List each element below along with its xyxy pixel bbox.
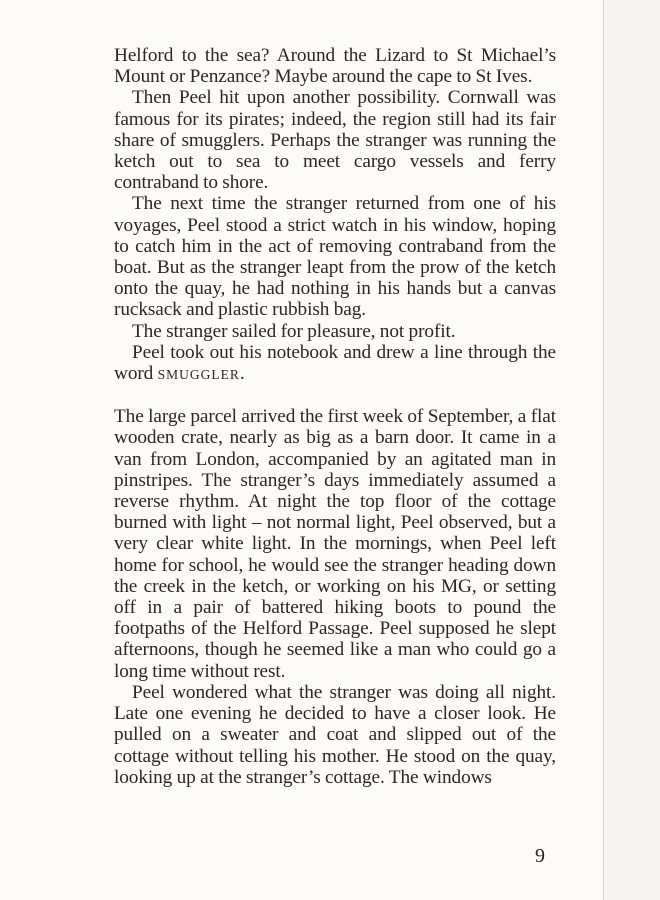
paragraph-6: The large parcel arrived the first week of September, a flat wooden crate, nearly as big as a barn door. It came in a van from London, accompanied by an agitated man in pinstripes. The stranger’s days immediately assumed a reverse rhythm. At night the top floor of the cottage burned with light – not normal light, Peel observed, but a very clear white light. In the mornings, when Peel left home for school, he would see the stranger heading down the creek in the ketch, or working on his MG, or setting off in a pair of battered hiking boots to pound the footpaths of the Helford Passage. Peel supposed he slept afternoons, though he seemed like a man who could go a long time without rest. <box>114 406 556 682</box>
section-break <box>114 385 556 406</box>
small-caps-word: SMUGGLER <box>157 367 240 383</box>
paragraph-2: Then Peel hit upon another possibility. Cornwall was famous for its pirates; indeed, the region still had its fair share of smugglers. Perhaps the stranger was running the ketch out to sea to meet cargo vessels and ferry contraband to shore. <box>114 87 556 194</box>
page-number: 9 <box>535 845 545 867</box>
paragraph-5-end: . <box>239 363 245 385</box>
paragraph-3: The next time the stranger returned from one of his voyages, Peel stood a strict watch in his window, hoping to catch him in the act of removing contraband from the boat. But as the stranger leapt from the prow of the ketch onto the quay, he had nothing in his hands but a canvas rucksack and plastic rubbish bag. <box>114 193 556 321</box>
paragraph-4: The stranger sailed for pleasure, not profit. <box>132 320 456 342</box>
page-edge <box>603 0 604 900</box>
paragraph-5-text: Peel took out his notebook and drew a line through the word <box>114 341 556 385</box>
paragraph-5 <box>114 342 556 385</box>
body-text <box>114 45 556 788</box>
page-margin-shadow <box>604 0 660 900</box>
paragraph-7: Peel wondered what the stranger was doing all night. Late one evening he decided to have a closer look. He pulled on a sweater and coat and slipped out of the cottage without telling his mother. He stood on the quay, looking up at the stranger’s cottage. The windows <box>114 681 556 788</box>
paragraph-1: Helford to the sea? Around the Lizard to St Michael’s Mount or Penzance? Maybe around the cape to St Ives. <box>114 45 556 88</box>
